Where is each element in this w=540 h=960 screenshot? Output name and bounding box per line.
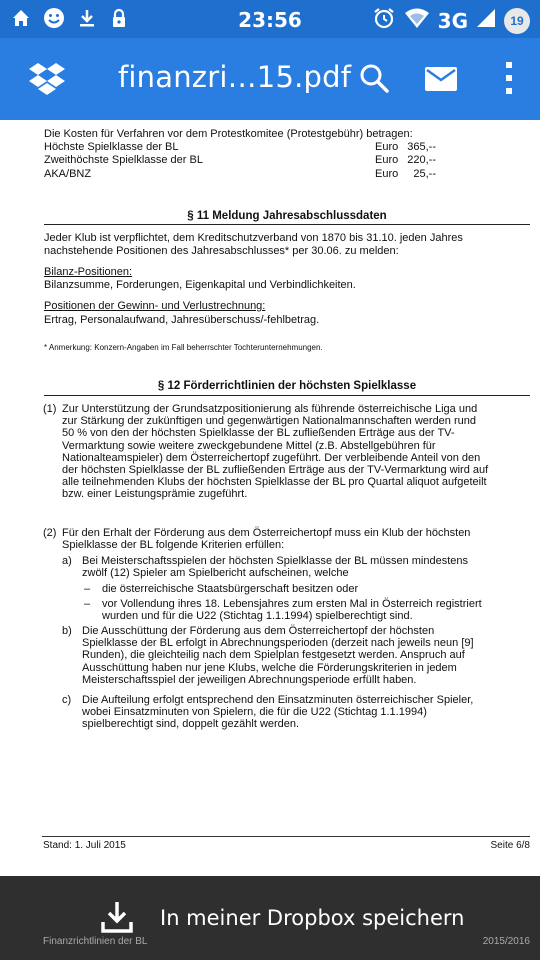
text-line: Zur Unterstützung der Grundsatzpositionierung als führende österreichische Liga und — [62, 403, 478, 415]
save-download-icon[interactable] — [100, 900, 134, 939]
section-rule — [44, 395, 530, 396]
item-letter: c) — [62, 694, 72, 706]
status-bar — [0, 0, 540, 38]
dash-item-2 — [102, 598, 530, 622]
text-line: Spielklasse der BL erfolgt in Abrechnungsperioden (derzeit nach jeweils neun [9] — [82, 637, 474, 650]
text-line: Für den Erhalt der Förderung aus dem Österreichertopf muss ein Klub der höchsten — [62, 527, 471, 539]
section-11-intro-1: Jeder Klub ist verpflichtet, dem Kreditschutzverband von 1870 bis 31.10. jeden Jahres — [44, 232, 463, 244]
fee-amount: 365,-- — [407, 141, 436, 153]
dash-item-1: die österreichische Staatsbürgerschaft besitzen oder — [102, 583, 359, 595]
signal-icon — [476, 8, 496, 33]
section-11-intro-2: nachstehende Positionen des Jahresabschlusses* per 30.06. zu melden: — [44, 245, 399, 257]
more-options-icon[interactable] — [504, 60, 514, 101]
text-line: alle teilnehmenden Klubs der höchsten Spielklasse der BL pro Quartal aliquot aufgeteilt — [62, 476, 487, 489]
battery-icon: 19 — [504, 8, 530, 34]
text-line: 50 % von den der höchsten Spielklasse der BL zufließenden Erträge aus der TV- — [62, 427, 455, 440]
footer-date: Stand: 1. Juli 2015 — [43, 840, 126, 851]
page-header-left: Finanzrichtlinien der BL — [43, 936, 148, 947]
paragraph-1 — [62, 403, 530, 501]
pdf-page[interactable] — [0, 120, 540, 876]
fee-amount: 25,-- — [413, 168, 436, 180]
footer-rule — [42, 836, 530, 837]
section-12-title: § 12 Förderrichtlinien der höchsten Spielklasse — [157, 380, 417, 392]
text-line: zur Stärkung der zukünftigen und gegenwärtigen Nationalmannschaften werden rund — [62, 415, 476, 428]
fee-currency: Euro — [375, 168, 399, 180]
text-line: Bei Meisterschaftsspielen der höchsten Spielklasse der BL müssen mindestens — [82, 555, 469, 567]
text-line: wobei Einsatzminuten von Spielern, die für die U22 (Stichtag 1.1.1994) — [82, 706, 427, 719]
fees-intro: Die Kosten für Verfahren vor dem Protestkomitee (Protestgebühr) betragen: — [44, 128, 413, 140]
text-line: Vermarktung sowie weitere zweckgebundene Mittel (z.B. Abstellgebühren für — [62, 439, 436, 452]
pl-items: Ertrag, Personalaufwand, Jahresüberschuss/-fehlbetrag. — [44, 314, 320, 326]
section-11-title: § 11 Meldung Jahresabschlussdaten — [187, 210, 387, 222]
text-line: Nationalteamspieler) dem Österreichertopf zugeführt. Der verbleibende Anteil von den — [62, 451, 481, 464]
save-to-dropbox-bar[interactable] — [0, 876, 540, 960]
text-line: Ausschüttung haben nur jene Klubs, welche die Förderungskriterien in jedem — [82, 661, 457, 674]
balance-items: Bilanzsumme, Forderungen, Eigenkapital und Verbindlichkeiten. — [44, 279, 356, 291]
page-header-right: 2015/2016 — [482, 936, 530, 947]
item-letter: a) — [62, 555, 72, 567]
text-line: Spielklasse der BL folgende Kriterien erfüllen: — [62, 539, 285, 552]
fee-amount: 220,-- — [407, 154, 436, 166]
text-line: vor Vollendung ihres 18. Lebensjahres zum ersten Mal in Österreich registriert — [102, 598, 482, 610]
clock: 23:56 — [238, 8, 302, 32]
footnote: * Anmerkung: Konzern-Angaben im Fall beherrschter Tochterunternehmungen. — [44, 343, 323, 352]
fee-label: Zweithöchste Spielklasse der BL — [44, 154, 203, 166]
item-c — [82, 694, 530, 731]
fee-currency: Euro — [375, 141, 399, 153]
text-line: Meisterschaftsspiel der jeweiligen Abrechnungsperiode erfüllt haben. — [82, 673, 417, 686]
item-a — [82, 555, 530, 579]
text-line: bzw. einer Leistungsprämie zugeführt. — [62, 488, 248, 501]
save-to-dropbox-button[interactable]: In meiner Dropbox speichern — [160, 906, 465, 930]
paragraph-2 — [62, 527, 530, 551]
text-line: Runden), die gleichteilig nach dem Spielplan festgesetzt werden. Anspruch auf — [82, 649, 465, 662]
search-icon[interactable] — [358, 62, 390, 99]
mail-icon[interactable] — [424, 66, 458, 97]
paragraph-number: (2) — [43, 527, 57, 539]
text-line: spielberechtigt sind, doppelt gezählt werden. — [82, 718, 300, 731]
item-b — [82, 625, 530, 686]
dash-bullet: – — [84, 598, 91, 610]
wifi-icon — [404, 7, 430, 34]
fee-label: AKA/BNZ — [44, 168, 92, 180]
file-title: finanzri…15.pdf — [118, 60, 352, 94]
item-letter: b) — [62, 625, 72, 637]
app-bar — [0, 38, 540, 120]
balance-heading: Bilanz-Positionen: — [44, 266, 133, 278]
text-line: der höchsten Spielklasse der BL zufließenden Erträge aus der TV-Vermarktung wird auf — [62, 464, 489, 477]
network-type: 3G — [437, 8, 468, 33]
text-line: zwölf (12) Spieler am Spielbericht aufscheinen, welche — [82, 567, 349, 580]
alarm-icon — [372, 6, 396, 35]
text-line: Die Aufteilung erfolgt entsprechend den Einsatzminuten österreichischer Spieler, — [82, 694, 474, 706]
system-icons — [372, 6, 530, 35]
section-rule — [44, 224, 530, 225]
text-line: Die Ausschüttung der Förderung aus dem Österreichertopf der höchsten — [82, 625, 435, 637]
paragraph-number: (1) — [43, 403, 57, 415]
dash-bullet: – — [84, 583, 91, 595]
pl-heading: Positionen der Gewinn- und Verlustrechnung: — [44, 300, 266, 312]
text-line: wurden und für die U22 (Stichtag 1.1.1994) spielberechtigt sind. — [102, 610, 413, 623]
fee-currency: Euro — [375, 154, 399, 166]
footer-page-number: Seite 6/8 — [490, 840, 530, 851]
dropbox-icon[interactable] — [28, 62, 66, 101]
fee-label: Höchste Spielklasse der BL — [44, 141, 179, 153]
